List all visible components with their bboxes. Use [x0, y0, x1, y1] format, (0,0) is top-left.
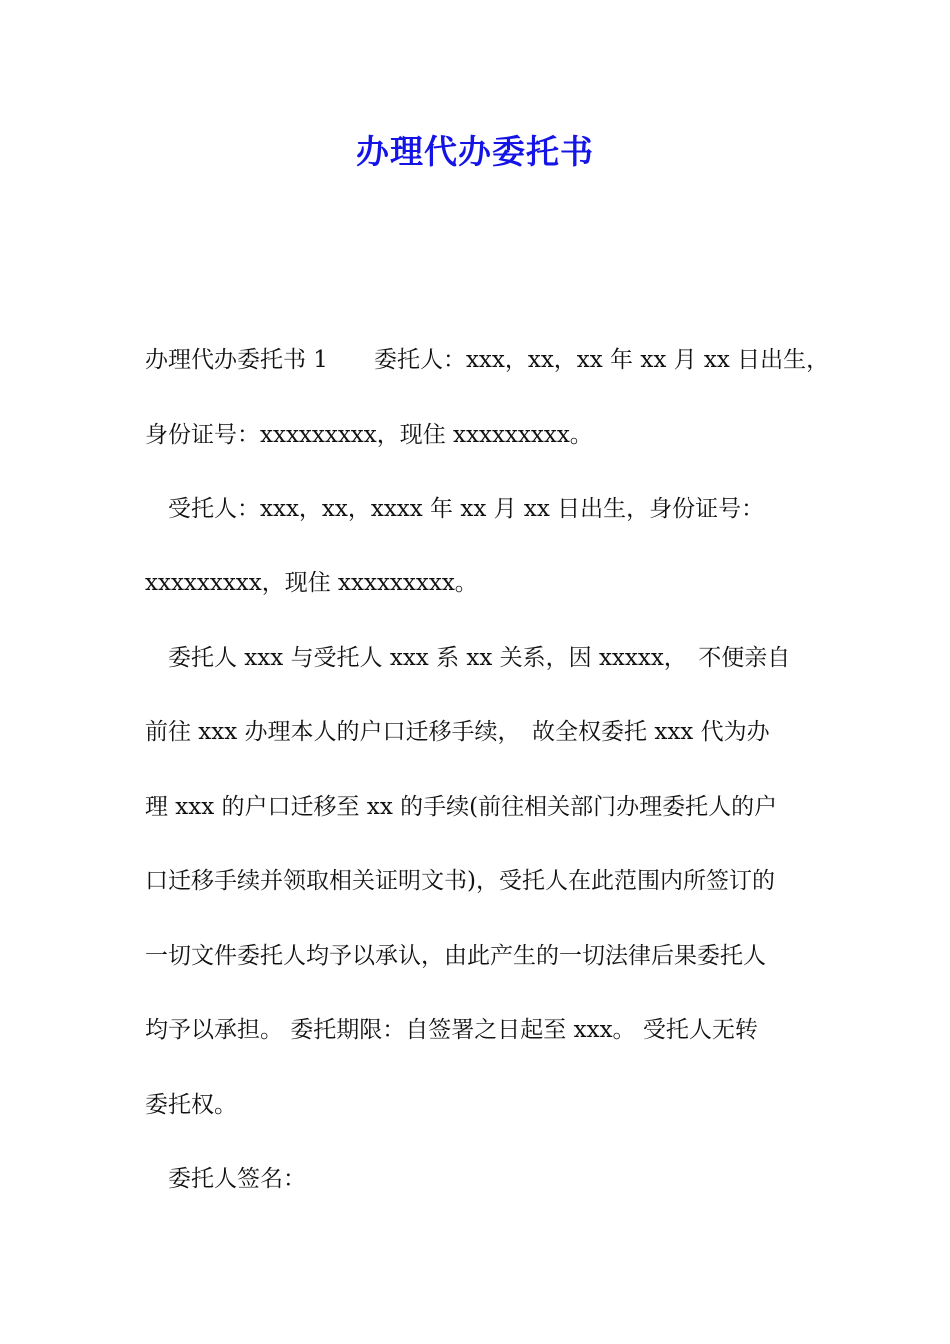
body-line: 均予以承担。 委托期限：自签署之日起至 xxx。 受托人无转: [145, 1017, 758, 1043]
body-line: 前往 xxx 办理本人的户口迁移手续， 故全权委托 xxx 代为办: [145, 719, 770, 745]
body-line: 口迁移手续并领取相关证明文书)，受托人在此范围内所签订的: [145, 868, 775, 894]
document-title: 办理代办委托书: [356, 132, 594, 171]
body-line: 受托人：xxx，xx，xxxx 年 xx 月 xx 日出生，身份证号：: [145, 496, 765, 522]
body-line: 身份证号：xxxxxxxxx，现住 xxxxxxxxx。: [145, 422, 593, 448]
body-line: 一切文件委托人均予以承认，由此产生的一切法律后果委托人: [145, 943, 766, 969]
body-line: 委托权。: [145, 1092, 237, 1118]
body-line: 办理代办委托书 1 委托人：xxx，xx，xx 年 xx 月 xx 日出生，: [145, 347, 830, 373]
body-line: xxxxxxxxx，现住 xxxxxxxxx。: [145, 570, 478, 596]
body-line: 理 xxx 的户口迁移至 xx 的手续(前往相关部门办理委托人的户: [145, 794, 778, 820]
signature-label: 委托人签名：: [145, 1166, 306, 1192]
body-line: 委托人 xxx 与受托人 xxx 系 xx 关系，因 xxxxx， 不便亲自: [145, 645, 791, 671]
